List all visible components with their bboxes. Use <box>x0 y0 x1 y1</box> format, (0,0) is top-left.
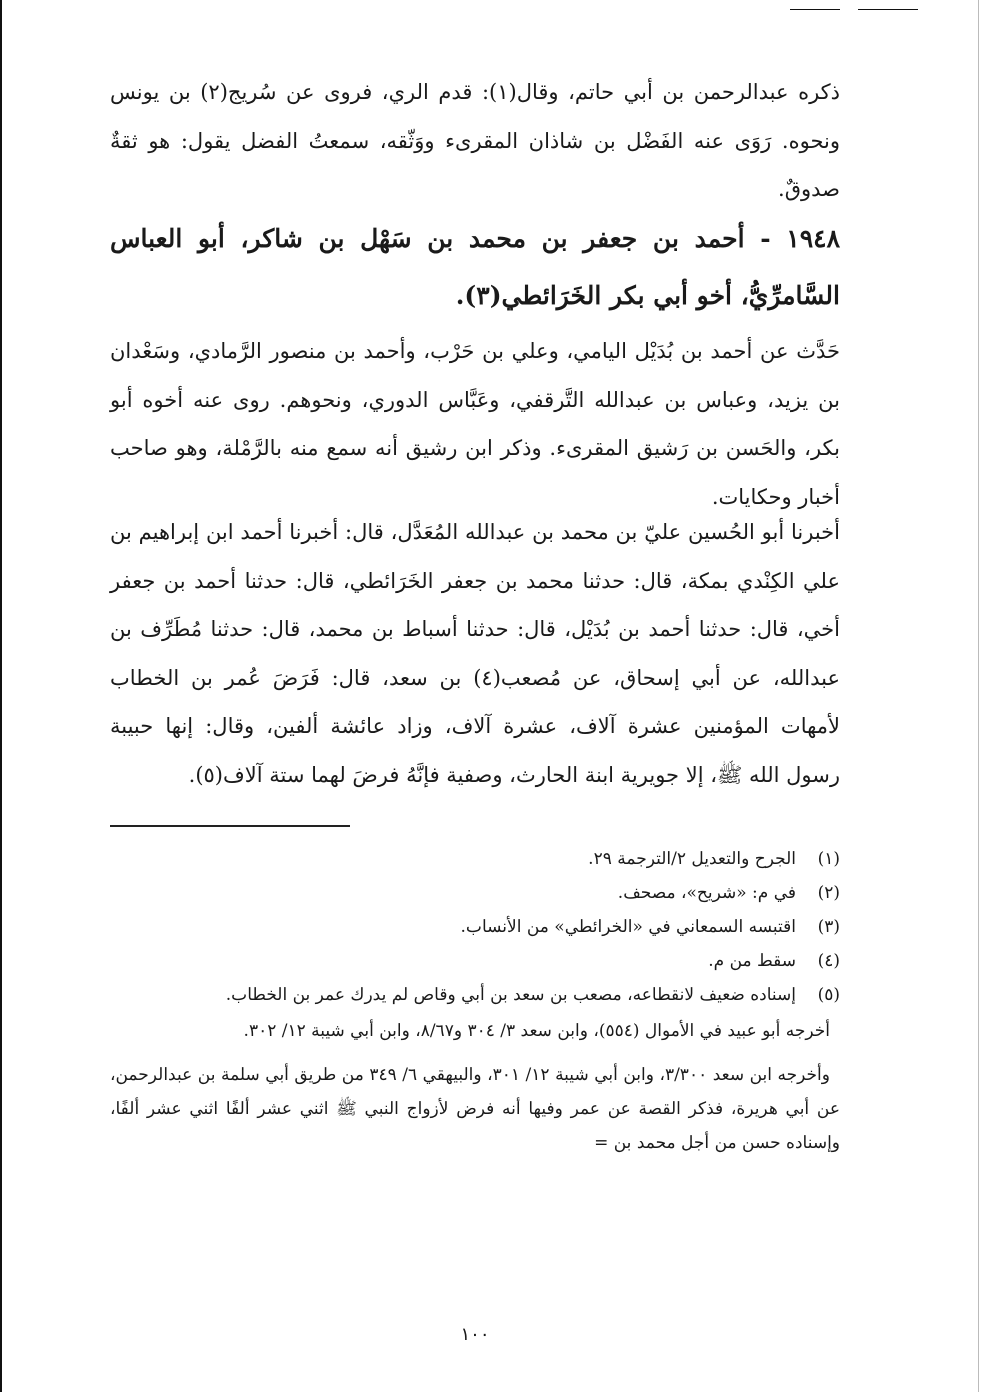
footnote-1 <box>110 842 840 876</box>
footnote-text: اقتبسه السمعاني في «الخرائطي» من الأنساب. <box>460 917 796 937</box>
footnote-separator <box>110 825 350 827</box>
footnote-number: (٥) <box>817 985 840 1005</box>
footnote-5-continuation-1: أخرجه أبو عبيد في الأموال (٥٥٤)، وابن سعد ٣/ ٣٠٤ و٨/٦٧، وابن أبي شيبة ١٢/ ٣٠٢. <box>243 1021 830 1041</box>
footnote-text: سقط من م. <box>708 951 796 971</box>
footnote-5 <box>110 978 840 1012</box>
footnote-text: الجرح والتعديل ٢/الترجمة ٢٩. <box>588 849 796 869</box>
footnote-number: (٢) <box>817 883 840 903</box>
footnote-number: (١) <box>817 849 840 869</box>
footnote-number: (٣) <box>817 917 840 937</box>
footnotes <box>110 842 840 1160</box>
page-number: ١٠٠ <box>460 1324 490 1345</box>
footnote-2 <box>110 876 840 910</box>
entry-heading: ١٩٤٨ - أحمد بن جعفر بن محمد بن سَهْل بن شاكر، أبو العباس السَّامرِّيُّ، أخو أبي بكر الخَرَائطي(٣). <box>110 224 840 310</box>
paragraph-isnad: أخبرنا أبو الحُسين عليّ بن محمد بن عبدالله المُعَدَّل، قال: أخبرنا أحمد ابن إبراهيم بن علي الكِنْدي بمكة، قال: حدثنا محمد بن جعفر الخَرَائطي، قال: حدثنا أحمد بن جعفر أخي، قال: حدثنا أحمد بن بُدَيْل، قال: حدثنا أسباط بن محمد، قال: حدثنا مُطَرِّف بن عبدالله، عن أبي إسحاق، عن مُصعب(٤) بن سعد، قال: فَرَضَ عُمر بن الخطاب لأمهات المؤمنين عشرة آلاف، عشرة آلاف، وزاد عائشة ألفين، وقال: إنها حبيبة رسول الله ﷺ، إلا جويرية ابنة الحارث، وصفية فإنَّهُ فرضَ لهما ستة آلاف(٥). <box>110 520 841 787</box>
scan-mark-top-right-2 <box>858 9 918 10</box>
footnote-5-continuation-2: وأخرجه ابن سعد ٣/٣٠٠، وابن أبي شيبة ١٢/ ٣٠١، والبيهقي ٦/ ٣٤٩ من طريق أبي سلمة بن عبدالرحمن، عن أبي هريرة، فذكر القصة عن عمر وفيها أنه فرض لأزواج النبي ﷺ اثني عشر ألفًا اثني عشر ألفًا، وإسناده حسن من أجل محمد بن = <box>110 1065 840 1153</box>
footnote-3 <box>110 910 840 944</box>
scan-mark-top-right <box>790 9 840 10</box>
scan-border-right <box>978 0 979 1392</box>
footnote-text: في م: «شريح»، مصحف. <box>617 883 796 903</box>
footnote-number: (٤) <box>817 951 840 971</box>
footnote-text: إسناده ضعيف لانقطاعه، مصعب بن سعد بن أبي وقاص لم يدرك عمر بن الخطاب. <box>225 985 796 1005</box>
footnote-4 <box>110 944 840 978</box>
paragraph-intro: ذكره عبدالرحمن بن أبي حاتم، وقال(١): قدم الري، فروى عن سُريج(٢) بن يونس ونحوه. رَوَى عنه الفَضْل بن شاذان المقرىء ووَثّقه، سمعتُ الفضل يقول: هو ثقةٌ صدوقٌ. <box>110 80 841 201</box>
paragraph-biography: حَدَّث عن أحمد بن بُدَيْل اليامي، وعلي بن حَرْب، وأحمد بن منصور الرَّمادي، وسَعْدان بن يزيد، وعباس بن عبدالله التَّرقفي، وعَبَّاس الدوري، ونحوهم. روى عنه أخوه أبو بكر، والحَسن بن رَشيق المقرىء. وذكر ابن رشيق أنه سمع منه بالرَّمْلة، وهو صاحب أخبار وحكايات. <box>110 339 840 509</box>
scan-border-left <box>0 0 2 1392</box>
